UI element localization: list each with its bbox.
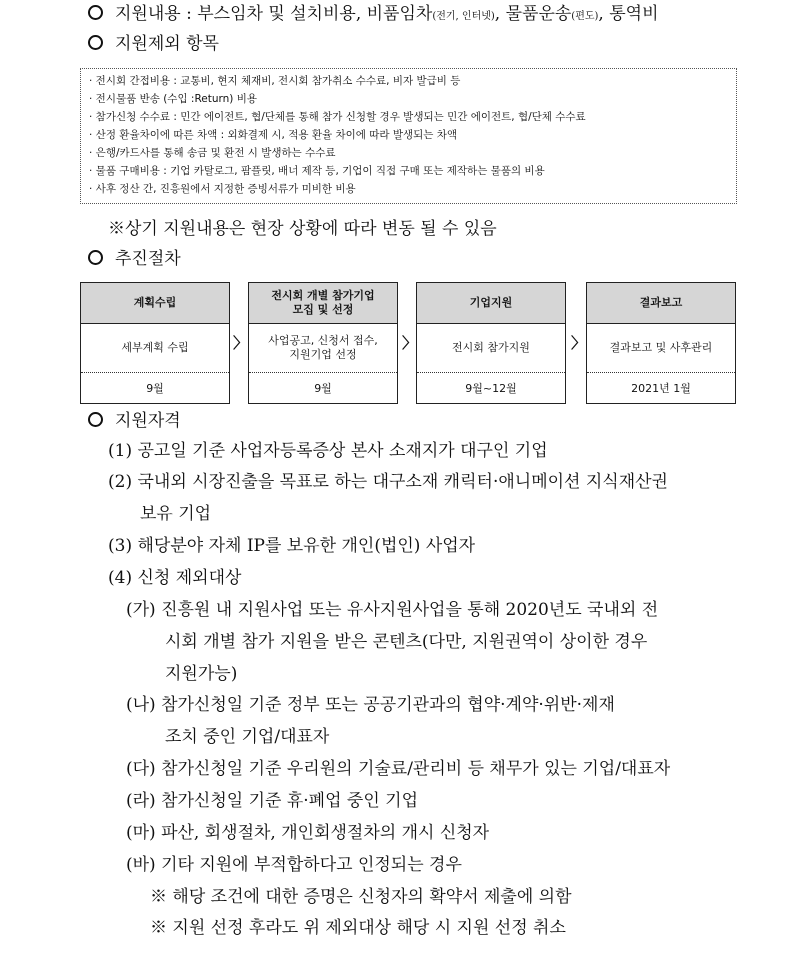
exclusion-heading: [88, 33, 219, 55]
support-content-label: 지원내용 : 부스임차 및 설치비용, 비품임차: [115, 4, 433, 24]
procedure-stage: [586, 282, 736, 404]
stage-description: 전시회 참가지원: [417, 324, 565, 373]
variation-note: ※상기 지원내용은 현장 상황에 따라 변동 될 수 있음: [108, 219, 497, 239]
exclusion-item: · 참가신청 수수료 : 민간 에이전트, 협/단체를 통해 참가 신청할 경우 발생되는 민간 에이전트, 협/단체 수수료: [89, 111, 586, 123]
eligibility-line: 지원가능): [165, 664, 238, 684]
stage-period: 9월: [146, 382, 164, 395]
exclusion-box: [80, 68, 737, 204]
circle-bullet-icon: [88, 5, 103, 20]
stage-description: 사업공고, 신청서 접수, 지원기업 선정: [249, 324, 397, 373]
procedure-heading: [88, 248, 181, 270]
stage-description: 결과보고 및 사후관리: [587, 324, 735, 373]
stage-title: 결과보고: [587, 283, 735, 324]
exclusion-item: · 전시회 간접비용 : 교통비, 현지 체재비, 전시회 참가취소 수수료, 비자 발급비 등: [89, 75, 461, 87]
circle-bullet-icon: [88, 250, 103, 265]
support-content-mid: , 물품운송: [494, 4, 572, 24]
eligibility-line: 조치 중인 기업/대표자: [165, 727, 330, 747]
support-content-tail: , 통역비: [598, 4, 659, 24]
eligibility-line: 시회 개별 참가 지원을 받은 콘텐츠(다만, 지원권역이 상이한 경우: [165, 632, 648, 652]
exclusion-item: · 은행/카드사를 통해 송금 및 환전 시 발생하는 수수료: [89, 147, 336, 159]
support-content-line: [88, 3, 659, 28]
stage-period: 2021년 1월: [631, 382, 691, 395]
stage-description: 세부계획 수립: [81, 324, 229, 373]
stage-title: 계획수립: [81, 283, 229, 324]
eligibility-note: ※ 지원 선정 후라도 위 제외대상 해당 시 지원 선정 취소: [150, 918, 566, 938]
support-content-paren1: (전기, 인터넷): [432, 11, 495, 22]
procedure-stage: [248, 282, 398, 404]
support-content-paren2: (편도): [571, 11, 599, 22]
circle-bullet-icon: [88, 412, 103, 427]
exclusion-item: · 전시물품 반송 (수입 :Return) 비용: [89, 93, 258, 105]
procedure-stage: [416, 282, 566, 404]
eligibility-line: (3) 해당분야 자체 IP를 보유한 개인(법인) 사업자: [108, 536, 476, 556]
stage-period: 9월~12월: [465, 382, 517, 395]
eligibility-line: (마) 파산, 회생절차, 개인회생절차의 개시 신청자: [126, 823, 490, 843]
chevron-right-icon: 〉: [571, 334, 587, 352]
eligibility-heading: [88, 410, 181, 432]
eligibility-line: (라) 참가신청일 기준 휴·폐업 중인 기업: [126, 791, 419, 811]
eligibility-line: (1) 공고일 기준 사업자등록증상 본사 소재지가 대구인 기업: [108, 441, 548, 461]
eligibility-line: (가) 진흥원 내 지원사업 또는 유사지원사업을 통해 2020년도 국내외 전: [126, 600, 659, 620]
eligibility-line: (4) 신청 제외대상: [108, 568, 242, 588]
chevron-right-icon: 〉: [233, 334, 249, 352]
eligibility-line: 보유 기업: [140, 504, 212, 524]
stage-title: 전시회 개별 참가기업 모집 및 선정: [249, 283, 397, 324]
exclusion-item: · 산정 환율차이에 따른 차액 : 외화결제 시, 적용 환율 차이에 따라 발생되는 차액: [89, 129, 458, 141]
eligibility-line: (바) 기타 지원에 부적합하다고 인정되는 경우: [126, 855, 462, 875]
eligibility-heading-text: 지원자격: [115, 411, 181, 431]
eligibility-note: ※ 해당 조건에 대한 증명은 신청자의 확약서 제출에 의함: [150, 887, 572, 907]
eligibility-line: (나) 참가신청일 기준 정부 또는 공공기관과의 협약·계약·위반·제재: [126, 695, 615, 715]
stage-period: 9월: [314, 382, 332, 395]
exclusion-item: · 사후 정산 간, 진흥원에서 지정한 증빙서류가 미비한 비용: [89, 183, 356, 195]
chevron-right-icon: 〉: [402, 334, 418, 352]
circle-bullet-icon: [88, 35, 103, 50]
eligibility-line: (2) 국내외 시장진출을 목표로 하는 대구소재 캐릭터·애니메이션 지식재산권: [108, 472, 668, 492]
exclusion-item: · 물품 구매비용 : 기업 카탈로그, 팜플릿, 배너 제작 등, 기업이 직접 구매 또는 제작하는 물품의 비용: [89, 165, 545, 177]
stage-title: 기업지원: [417, 283, 565, 324]
exclusion-heading-text: 지원제외 항목: [115, 34, 219, 54]
eligibility-line: (다) 참가신청일 기준 우리원의 기술료/관리비 등 채무가 있는 기업/대표자: [126, 759, 671, 779]
procedure-stage: [80, 282, 230, 404]
procedure-heading-text: 추진절차: [115, 249, 181, 269]
